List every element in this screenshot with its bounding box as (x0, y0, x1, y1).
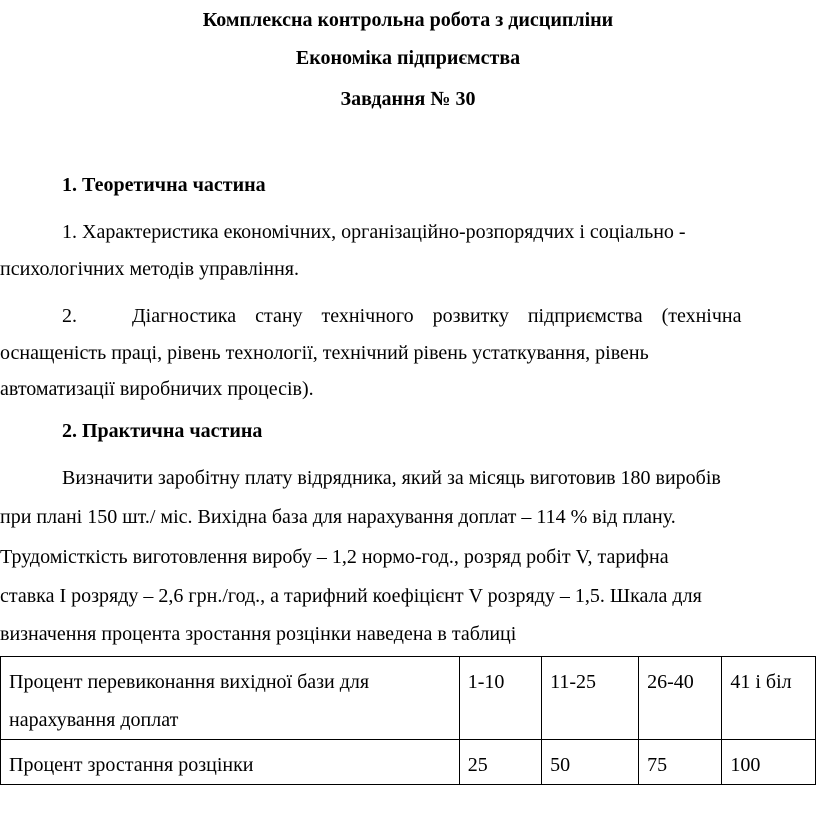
growth-rate-table (0, 656, 816, 785)
doc-subject: Економіка підприємства (295, 47, 521, 69)
section-theory-heading: 1. Теоретична частина (62, 174, 266, 196)
table-cell: 1-10 (459, 657, 541, 740)
table-cell-label: Процент зростання розцінки (1, 740, 460, 785)
practice-text-line-5: визначення процента зростання розцінки наведена в таблиці (0, 623, 517, 645)
theory-item-1-text: 1. Характеристика економічних, організаційно-розпорядчих і соціально - (62, 221, 686, 243)
table-cell: 50 (542, 740, 639, 785)
practice-text-1: Визначити заробітну плату відрядника, який за місяць виготовив 180 виробів (62, 467, 721, 489)
table-cell: 11-25 (542, 657, 639, 740)
theory-item-2-number: 2. (62, 305, 77, 327)
doc-title: Комплексна контрольна робота з дисципліни (202, 9, 614, 31)
theory-item-1-line-2: психологічних методів управління. (0, 258, 299, 280)
table-cell: 26-40 (639, 657, 722, 740)
practice-text-line-3: Трудомісткість виготовлення виробу – 1,2 нормо-год., розряд робіт V, тарифна (0, 546, 669, 568)
table-cell: 75 (639, 740, 722, 785)
table-cell: 41 і біл (722, 657, 816, 740)
practice-text-line-1 (0, 458, 816, 498)
theory-item-2-line-1 (0, 296, 816, 336)
table-row (1, 740, 816, 785)
table-cell: 100 (722, 740, 816, 785)
doc-task-number: Завдання № 30 (340, 88, 476, 110)
practice-text-line-4: ставка I розряду – 2,6 грн./год., а тарифний коефіцієнт V розряду – 1,5. Шкала для (0, 585, 702, 607)
theory-item-2-line-3: автоматизації виробничих процесів). (0, 378, 314, 400)
table-row (1, 657, 816, 740)
section-practice-heading: 2. Практична частина (62, 420, 263, 442)
theory-item-1-line-1 (0, 212, 816, 252)
table-cell: 25 (459, 740, 541, 785)
table-cell-label: Процент перевиконання вихідної бази для нарахування доплат (1, 657, 460, 740)
theory-item-2-text: Діагностика стану технічного розвитку підприємства (технічна (132, 305, 742, 327)
practice-text-line-2: при плані 150 шт./ міс. Вихідна база для нарахування доплат – 114 % від плану. (0, 506, 676, 528)
theory-item-2-line-2: оснащеність праці, рівень технології, технічний рівень устаткування, рівень (0, 342, 649, 364)
